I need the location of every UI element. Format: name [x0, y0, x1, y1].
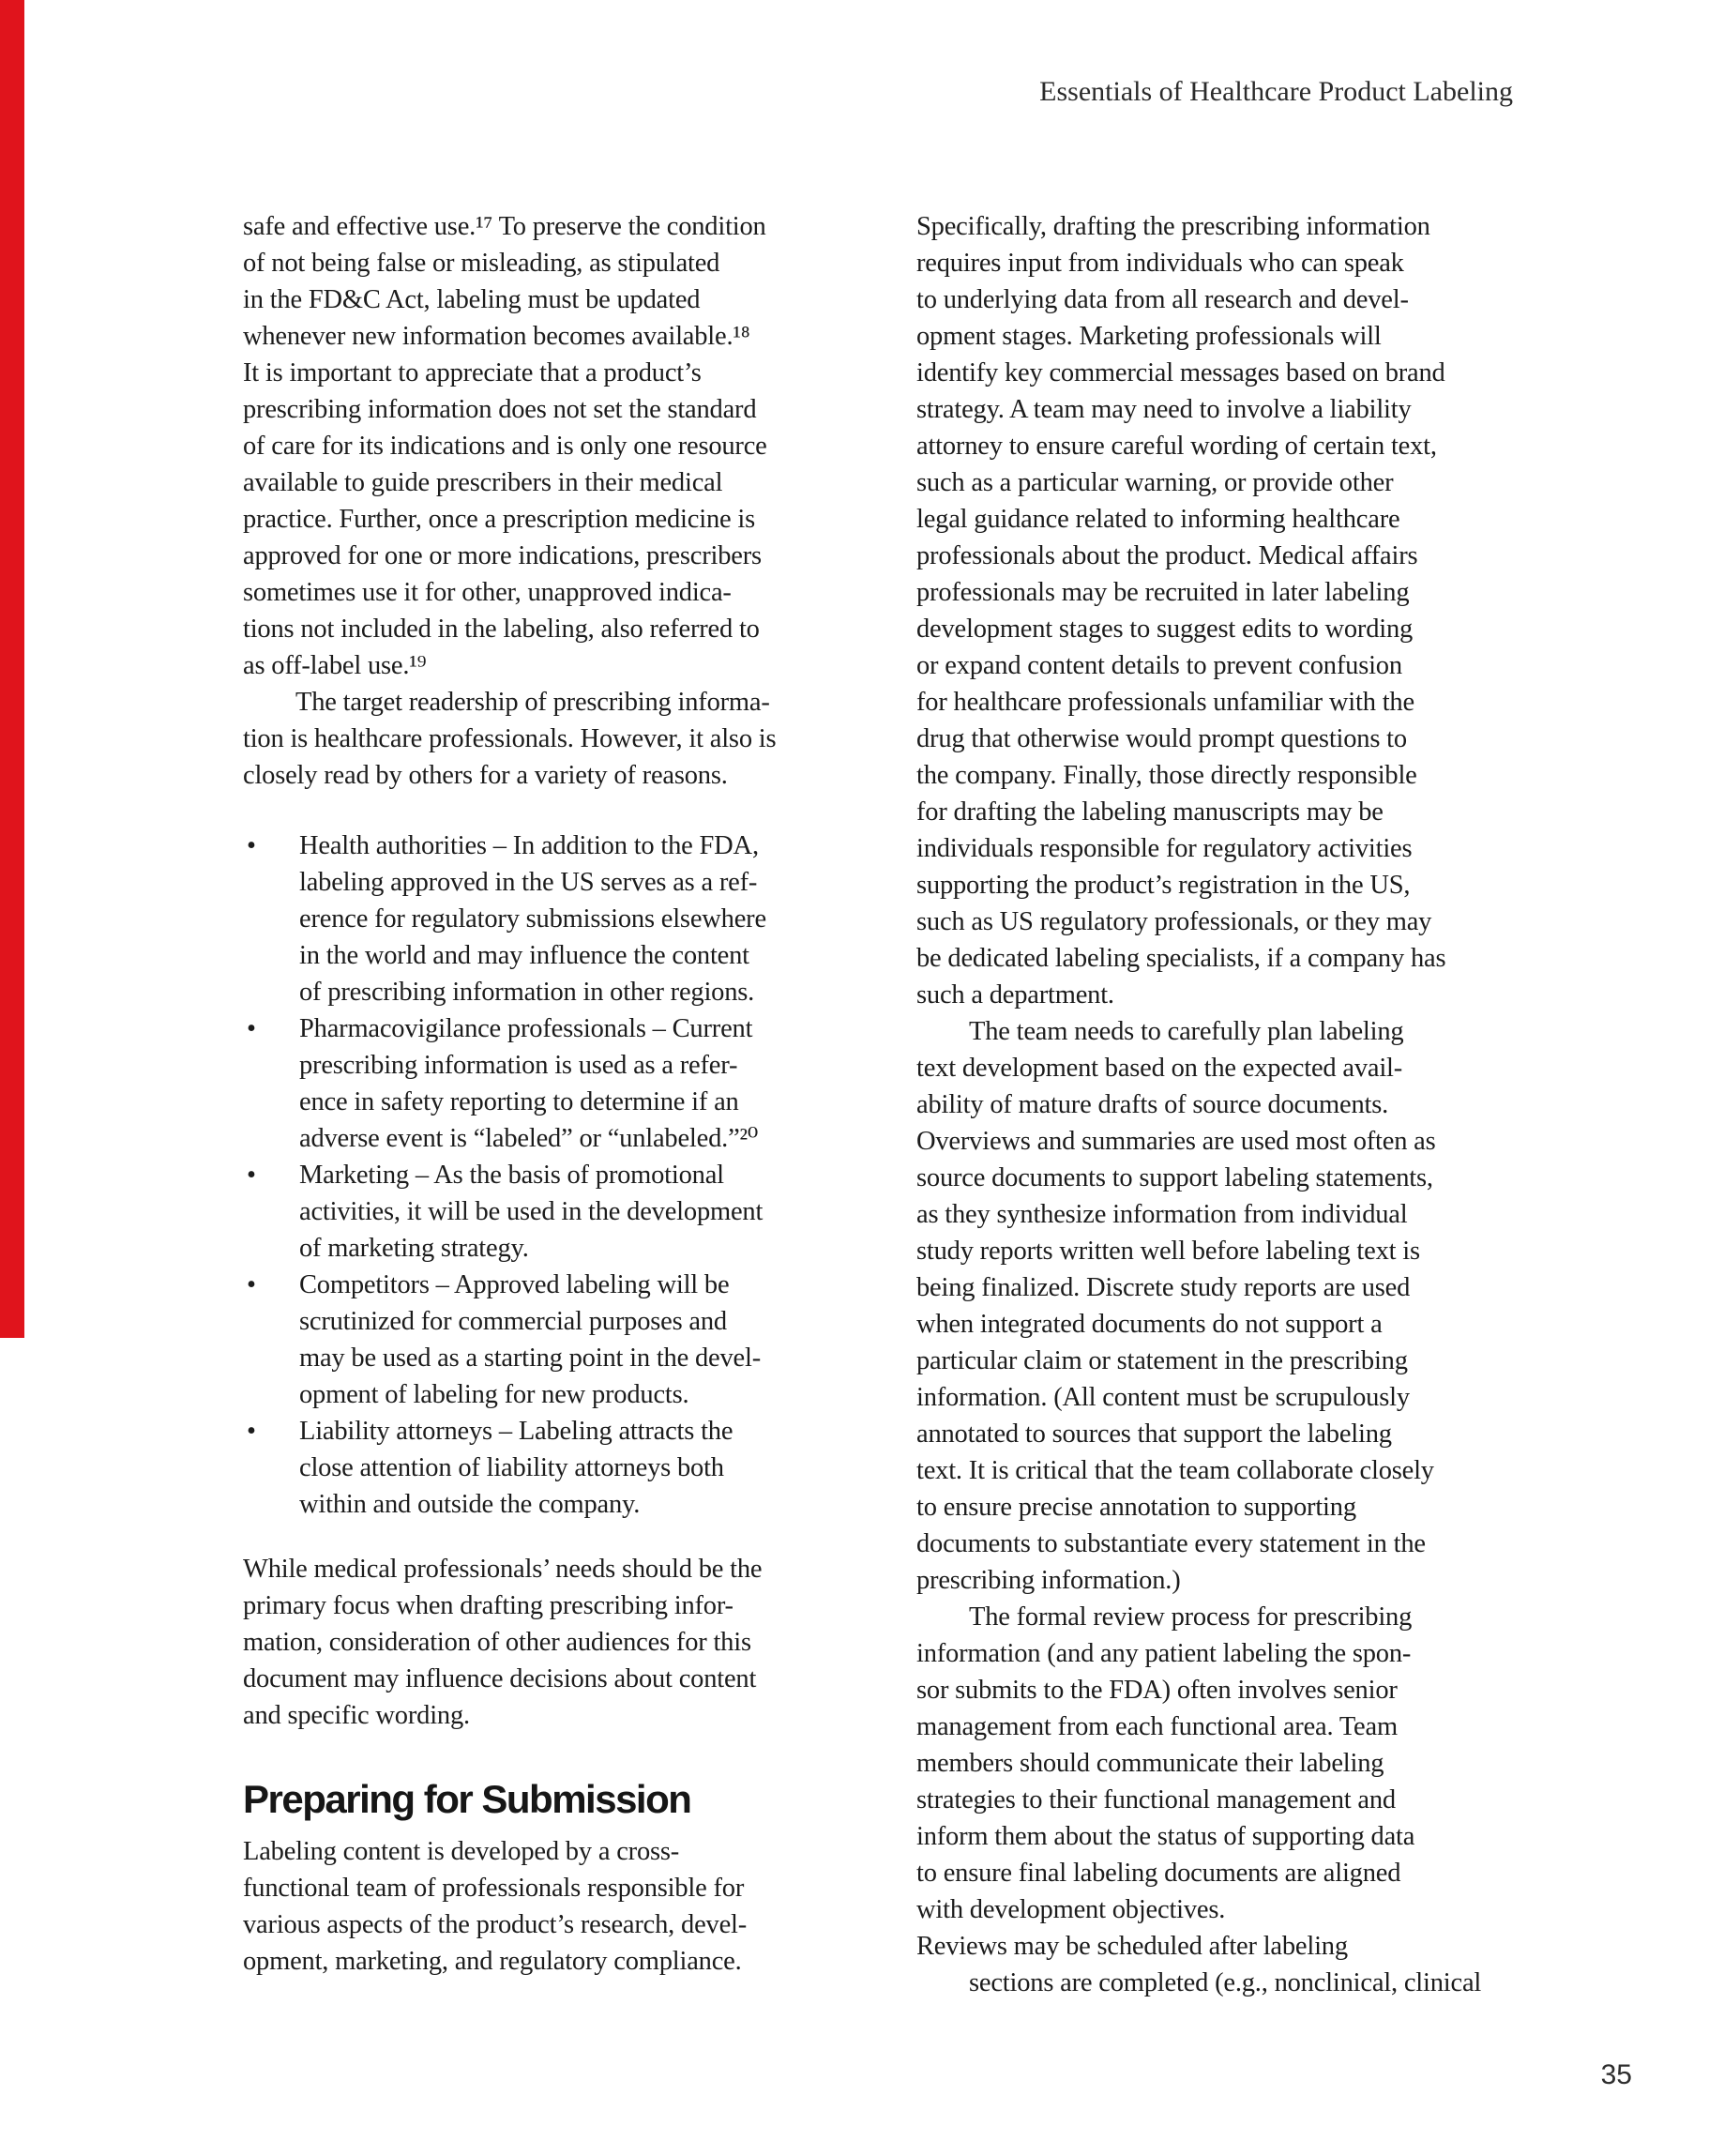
paragraph [243, 684, 862, 794]
text-line: mation, consideration of other audiences for this [243, 1628, 751, 1657]
text-line: within and outside the company. [299, 1490, 641, 1519]
text-line: It is important to appreciate that a product’s [243, 358, 702, 387]
text-line: when integrated documents do not support a [916, 1310, 1383, 1339]
bullet-list [243, 827, 862, 1523]
bullet-item [243, 1267, 862, 1413]
text-line: professionals about the product. Medical affairs [916, 541, 1418, 570]
text-line: prescribing information.) [916, 1566, 1181, 1595]
text-line: information. (All content must be scrupulously [916, 1383, 1410, 1412]
text-line: close attention of liability attorneys both [299, 1453, 724, 1482]
text-line: to underlying data from all research and devel- [916, 285, 1409, 314]
text-line: of marketing strategy. [299, 1234, 529, 1263]
bullet-marker-icon: • [247, 1161, 256, 1190]
text-line: annotated to sources that support the labeling [916, 1420, 1392, 1449]
text-line: approved for one or more indications, prescribers [243, 541, 762, 570]
text-line: members should communicate their labeling [916, 1749, 1384, 1778]
text-line: ence in safety reporting to determine if an [299, 1087, 739, 1116]
text-line: and specific wording. [243, 1701, 470, 1730]
text-line: opment, marketing, and regulatory compliance. [243, 1947, 742, 1976]
bullet-marker-icon: • [247, 1417, 256, 1446]
bullet-marker-icon: • [247, 1014, 256, 1043]
text-line: in the world and may influence the content [299, 941, 749, 970]
text-line: whenever new information becomes available.¹⁸ [243, 322, 750, 351]
text-line: The team needs to carefully plan labeling [969, 1017, 1404, 1046]
paragraph [916, 1965, 1509, 2001]
text-line: particular claim or statement in the prescribing [916, 1346, 1408, 1375]
text-line: sections are completed (e.g., nonclinical, clinical [969, 1968, 1482, 1997]
text-line: tion is healthcare professionals. However, it also is [243, 724, 777, 753]
text-line: Labeling content is developed by a cross- [243, 1837, 680, 1866]
bullet-marker-icon: • [247, 1270, 256, 1299]
text-line: primary focus when drafting prescribing infor- [243, 1591, 733, 1620]
running-header: Essentials of Healthcare Product Labeling [1039, 76, 1513, 107]
text-line: documents to substantiate every statement in the [916, 1529, 1426, 1558]
paragraph [243, 208, 862, 684]
text-line: scrutinized for commercial purposes and [299, 1307, 727, 1336]
text-line: or expand content details to prevent confusion [916, 651, 1402, 680]
blank-space [243, 794, 862, 827]
text-line: Overviews and summaries are used most often as [916, 1127, 1436, 1156]
text-line: Competitors – Approved labeling will be [299, 1270, 730, 1299]
page-number: 35 [1600, 2059, 1632, 2090]
text-line: strategy. A team may need to involve a liability [916, 395, 1412, 424]
text-line: strategies to their functional management and [916, 1785, 1396, 1814]
text-line: practice. Further, once a prescription medicine is [243, 505, 755, 534]
text-line: development stages to suggest edits to wording [916, 615, 1414, 644]
text-line: adverse event is “labeled” or “unlabeled.”²⁰ [299, 1124, 759, 1153]
left-column [243, 208, 862, 2001]
text-line: sometimes use it for other, unapproved indica- [243, 578, 732, 607]
text-line: such as US regulatory professionals, or they may [916, 907, 1432, 936]
text-line: of care for its indications and is only one resource [243, 432, 767, 461]
text-line: Reviews may be scheduled after labeling [916, 1932, 1348, 1961]
text-line: with development objectives. [916, 1895, 1226, 1924]
chapter-edge-bar [0, 0, 24, 1338]
paragraph [916, 208, 1509, 1013]
text-line: functional team of professionals responsible for [243, 1874, 745, 1903]
text-line: of prescribing information in other regions. [299, 978, 755, 1007]
text-line: tions not included in the labeling, also referred to [243, 615, 760, 644]
bullet-marker-icon: • [247, 831, 256, 860]
text-line: for drafting the labeling manuscripts may be [916, 797, 1384, 827]
text-line: professionals may be recruited in later labeling [916, 578, 1410, 607]
text-line: text development based on the expected avail- [916, 1054, 1403, 1083]
text-line: drug that otherwise would prompt questions to [916, 724, 1407, 753]
text-line: as they synthesize information from individual [916, 1200, 1408, 1229]
text-line: labeling approved in the US serves as a ref- [299, 868, 758, 897]
bullet-item [243, 827, 862, 1010]
text-line: prescribing information does not set the standard [243, 395, 757, 424]
text-line: to ensure precise annotation to supporting [916, 1493, 1356, 1522]
text-line: of not being false or misleading, as stipulated [243, 249, 720, 278]
text-line: as off-label use.¹⁹ [243, 651, 427, 680]
paragraph [243, 1833, 862, 1980]
text-line: document may influence decisions about content [243, 1664, 757, 1693]
text-line: opment of labeling for new products. [299, 1380, 689, 1409]
text-line: in the FD&C Act, labeling must be updated [243, 285, 701, 314]
text-line: sor submits to the FDA) often involves senior [916, 1676, 1398, 1705]
text-line: Marketing – As the basis of promotional [299, 1161, 724, 1190]
text-line: text. It is critical that the team collaborate closely [916, 1456, 1434, 1485]
text-line: individuals responsible for regulatory activities [916, 834, 1413, 863]
text-line: Health authorities – In addition to the FDA, [299, 831, 759, 860]
text-line: Pharmacovigilance professionals – Current [299, 1014, 753, 1043]
paragraph [916, 1013, 1509, 1599]
text-line: safe and effective use.¹⁷ To preserve the condition [243, 212, 766, 241]
text-line: requires input from individuals who can speak [916, 249, 1404, 278]
text-line: study reports written well before labeling text is [916, 1237, 1420, 1266]
text-line: attorney to ensure careful wording of certain text, [916, 432, 1437, 461]
text-line: inform them about the status of supporting data [916, 1822, 1415, 1851]
bullet-item [243, 1413, 862, 1523]
text-line: prescribing information is used as a refer- [299, 1051, 738, 1080]
text-line: While medical professionals’ needs should be the [243, 1555, 763, 1584]
text-line: closely read by others for a variety of reasons. [243, 761, 728, 790]
text-line: available to guide prescribers in their medical [243, 468, 723, 497]
text-line: various aspects of the product’s research, devel- [243, 1910, 748, 1939]
text-line: such a department. [916, 980, 1114, 1010]
text-line: erence for regulatory submissions elsewhere [299, 904, 766, 934]
text-line: to ensure final labeling documents are aligned [916, 1859, 1401, 1888]
bullet-item [243, 1010, 862, 1157]
text-line: for healthcare professionals unfamiliar with the [916, 688, 1414, 717]
text-line: The target readership of prescribing informa- [295, 688, 770, 717]
text-line: information (and any patient labeling the spon- [916, 1639, 1412, 1668]
text-line: identify key commercial messages based on brand [916, 358, 1445, 387]
text-columns [243, 208, 1509, 2001]
text-line: being finalized. Discrete study reports are used [916, 1273, 1411, 1302]
text-line: opment stages. Marketing professionals will [916, 322, 1382, 351]
blank-space [243, 1523, 862, 1551]
text-line: Liability attorneys – Labeling attracts the [299, 1417, 733, 1446]
section-heading: Preparing for Submission [243, 1777, 691, 1821]
text-line: be dedicated labeling specialists, if a company has [916, 944, 1446, 973]
text-line: supporting the product’s registration in the US, [916, 871, 1411, 900]
text-line: the company. Finally, those directly responsible [916, 761, 1417, 790]
text-line: such as a particular warning, or provide other [916, 468, 1394, 497]
text-line: activities, it will be used in the development [299, 1197, 764, 1226]
text-line: The formal review process for prescribing [969, 1602, 1413, 1632]
paragraph [916, 1599, 1509, 1965]
text-line: source documents to support labeling statements, [916, 1163, 1433, 1192]
bullet-item [243, 1157, 862, 1267]
text-line: may be used as a starting point in the devel- [299, 1344, 761, 1373]
text-line: legal guidance related to informing healthcare [916, 505, 1400, 534]
text-line: Specifically, drafting the prescribing information [916, 212, 1430, 241]
paragraph [243, 1551, 862, 1734]
text-line: ability of mature drafts of source documents. [916, 1090, 1389, 1119]
text-line: management from each functional area. Team [916, 1712, 1398, 1741]
right-column [916, 208, 1509, 2001]
